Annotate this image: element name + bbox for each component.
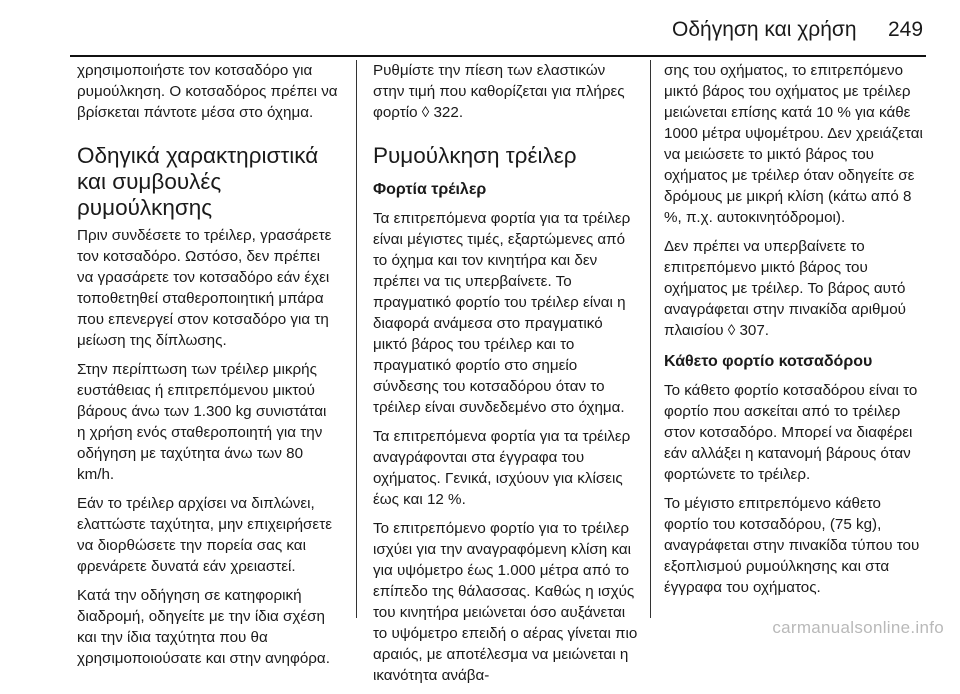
column-left: [77, 60, 339, 677]
header-rule: [70, 55, 926, 57]
paragraph: Δεν πρέπει να υπερβαίνετε το επιτρεπόμενο μικτό βάρος του οχήματος με τρέιλερ. Το βάρος αυτό αναγράφεται στην πινακίδα αριθμού πλαισίου ◊ 307.: [664, 238, 906, 339]
paragraph: Ρυθμίστε την πίεση των ελαστικών στην τιμή που καθορίζεται για πλήρες φορτίο ◊ 322.: [373, 62, 625, 121]
column-divider-right: [650, 60, 651, 618]
paragraph: Στην περίπτωση των τρέιλερ μικρής ευστάθειας ή επιτρεπόμενου μικτού βάρους άνω των 1.300 kg συνιστάται η χρήση ενός σταθεροποιητή για την οδήγηση με ταχύτητα άνω των 80 km/h.: [77, 361, 327, 483]
section-heading: Οδηγικά χαρακτηριστικά και συμβουλές ρυμούλκησης: [77, 143, 319, 220]
paragraph: Το μέγιστο επιτρεπόμενο κάθετο φορτίο του κοτσαδόρου, (75 kg), αναγράφεται στην πινακίδα τύπου του εξοπλισμού ρυμούλκησης και στα έγγραφα του οχήματος.: [664, 495, 920, 596]
paragraph: σης του οχήματος, το επιτρεπόμενο μικτό βάρος του οχήματος με τρέιλερ μειώνεται επίσης κατά 10 % για κάθε 1000 μέτρα υψομέτρου. Δεν χρειάζεται να μειώσετε το μικτό βάρος του οχήματος με τρέιλερ όταν οδηγείτε σε δρόμους με μικρή κλίση (κάτω από 8 %, π.χ. αυτοκινητόδρομοι).: [664, 62, 923, 226]
paragraph: Τα επιτρεπόμενα φορτία για τα τρέιλερ αναγράφονται στα έγγραφα του οχήματος. Γενικά, ισχύουν για κλίσεις έως και 12 %.: [373, 428, 631, 508]
paragraph: Τα επιτρεπόμενα φορτία για τα τρέιλερ είναι μέγιστες τιμές, εξαρτώμενες από το όχημα και τον κινητήρα και δεν πρέπει να τις υπερβαίνετε. Το πραγματικό φορτίο του τρέιλερ είναι η διαφορά ανάμεσα στο πραγματικό μικτό βάρος του τρέιλερ και το πραγματικό φορτίο στο σημείο σύνδεσης του κοτσαδόρου όταν το τρέιλερ είναι συνδεδεμένο στο όχημα.: [373, 210, 631, 416]
subsection-heading: Κάθετο φορτίο κοτσαδόρου: [664, 353, 873, 370]
page-header: [0, 0, 960, 56]
paragraph: Το κάθετο φορτίο κοτσαδόρου είναι το φορτίο που ασκείται από το τρέιλερ στον κοτσαδόρο. Μπορεί να διαφέρει εάν αλλάξει η κατανομή βάρους όταν φορτώνετε το τρέιλερ.: [664, 382, 918, 483]
column-middle: [373, 60, 639, 694]
column-right: [664, 60, 928, 606]
subsection-heading: Φορτία τρέιλερ: [373, 181, 487, 198]
paragraph: Κατά την οδήγηση σε κατηφορική διαδρομή, οδηγείτε με την ίδια σχέση και την ίδια ταχύτητα που θα χρησιμοποιούσατε και στην ανηφόρα.: [77, 587, 330, 667]
paragraph: χρησιμοποιήστε τον κοτσαδόρο για ρυμούλκηση. Ο κοτσαδόρος πρέπει να βρίσκεται πάντοτε μέσα στο όχημα.: [77, 62, 338, 121]
watermark: carmanualsonline.info: [772, 618, 944, 637]
column-divider-left: [356, 60, 357, 618]
page-number: 249: [888, 18, 924, 41]
section-heading: Ρυμούλκηση τρέιλερ: [373, 143, 577, 168]
paragraph: Εάν το τρέιλερ αρχίσει να διπλώνει, ελαττώστε ταχύτητα, μην επιχειρήσετε να διορθώσετε την πορεία σας και φρενάρετε δυνατά εάν χρειαστεί.: [77, 495, 332, 575]
paragraph: Πριν συνδέσετε το τρέιλερ, γρασάρετε τον κοτσαδόρο. Ωστόσο, δεν πρέπει να γρασάρετε τον κοτσαδόρο εάν έχει τοποθετηθεί σταθεροποιητική μπάρα που επενεργεί στον κοτσαδόρο για τη μείωση της δίπλωσης.: [77, 227, 332, 349]
running-title: Οδήγηση και χρήση: [672, 18, 857, 41]
paragraph: Το επιτρεπόμενο φορτίο για το τρέιλερ ισχύει για την αναγραφόμενη κλίση και για υψόμετρο έως 1.000 μέτρα από το επίπεδο της θάλασσας. Καθώς η ισχύς του κινητήρα μειώνεται όσο αυξάνεται το υψόμετρο επειδή ο αέρας γίνεται πιο αραιός, με αποτέλεσμα να μειώνεται η ικανότητα ανάβα-: [373, 520, 638, 684]
